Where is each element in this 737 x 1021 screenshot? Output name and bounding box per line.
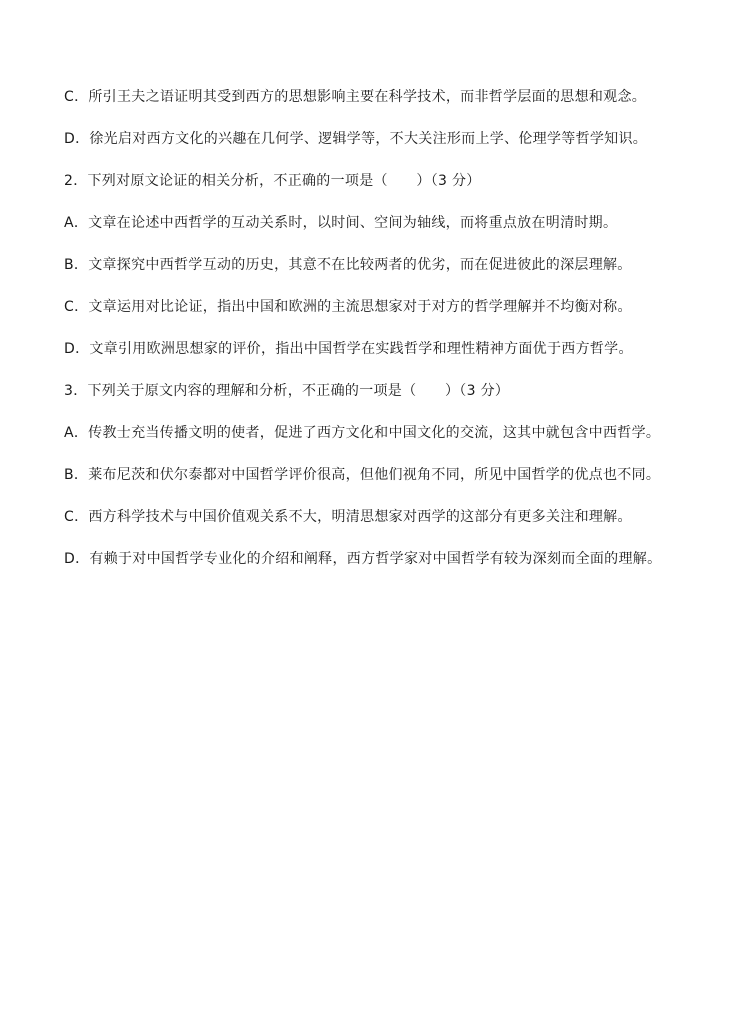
option-b-q3: B．莱布尼茨和伏尔泰都对中国哲学评价很高，但他们视角不同，所见中国哲学的优点也不同。 [64,467,661,483]
option-a-q3: A．传教士充当传播文明的使者，促进了西方文化和中国文化的交流，这其中就包含中西哲学。 [64,425,661,441]
option-c-q3: C．西方科学技术与中国价值观关系不大，明清思想家对西学的这部分有更多关注和理解。 [64,509,632,525]
option-d-q3: D．有赖于对中国哲学专业化的介绍和阐释，西方哲学家对中国哲学有较为深刻而全面的理解。 [64,551,662,567]
question-text [64,76,676,580]
option-b-q2: B．文章探究中西哲学互动的历史，其意不在比较两者的优劣，而在促进彼此的深层理解。 [64,257,632,273]
question-2-stem: 2．下列对原文论证的相关分析，不正确的一项是（ ）（3 分） [64,173,481,189]
option-a-q2: A．文章在论述中西哲学的互动关系时，以时间、空间为轴线，而将重点放在明清时期。 [64,215,618,231]
option-d-q2: D．文章引用欧洲思想家的评价，指出中国哲学在实践哲学和理性精神方面优于西方哲学。 [64,341,633,357]
option-d-q1: D．徐光启对西方文化的兴趣在几何学、逻辑学等，不大关注形而上学、伦理学等哲学知识。 [64,131,648,147]
question-3-stem: 3．下列关于原文内容的理解和分析，不正确的一项是（ ）（3 分） [64,383,510,399]
option-c-q2: C．文章运用对比论证，指出中国和欧洲的主流思想家对于对方的哲学理解并不均衡对称。 [64,299,632,315]
option-c-q1: C．所引王夫之语证明其受到西方的思想影响主要在科学技术，而非哲学层面的思想和观念。 [64,89,647,105]
